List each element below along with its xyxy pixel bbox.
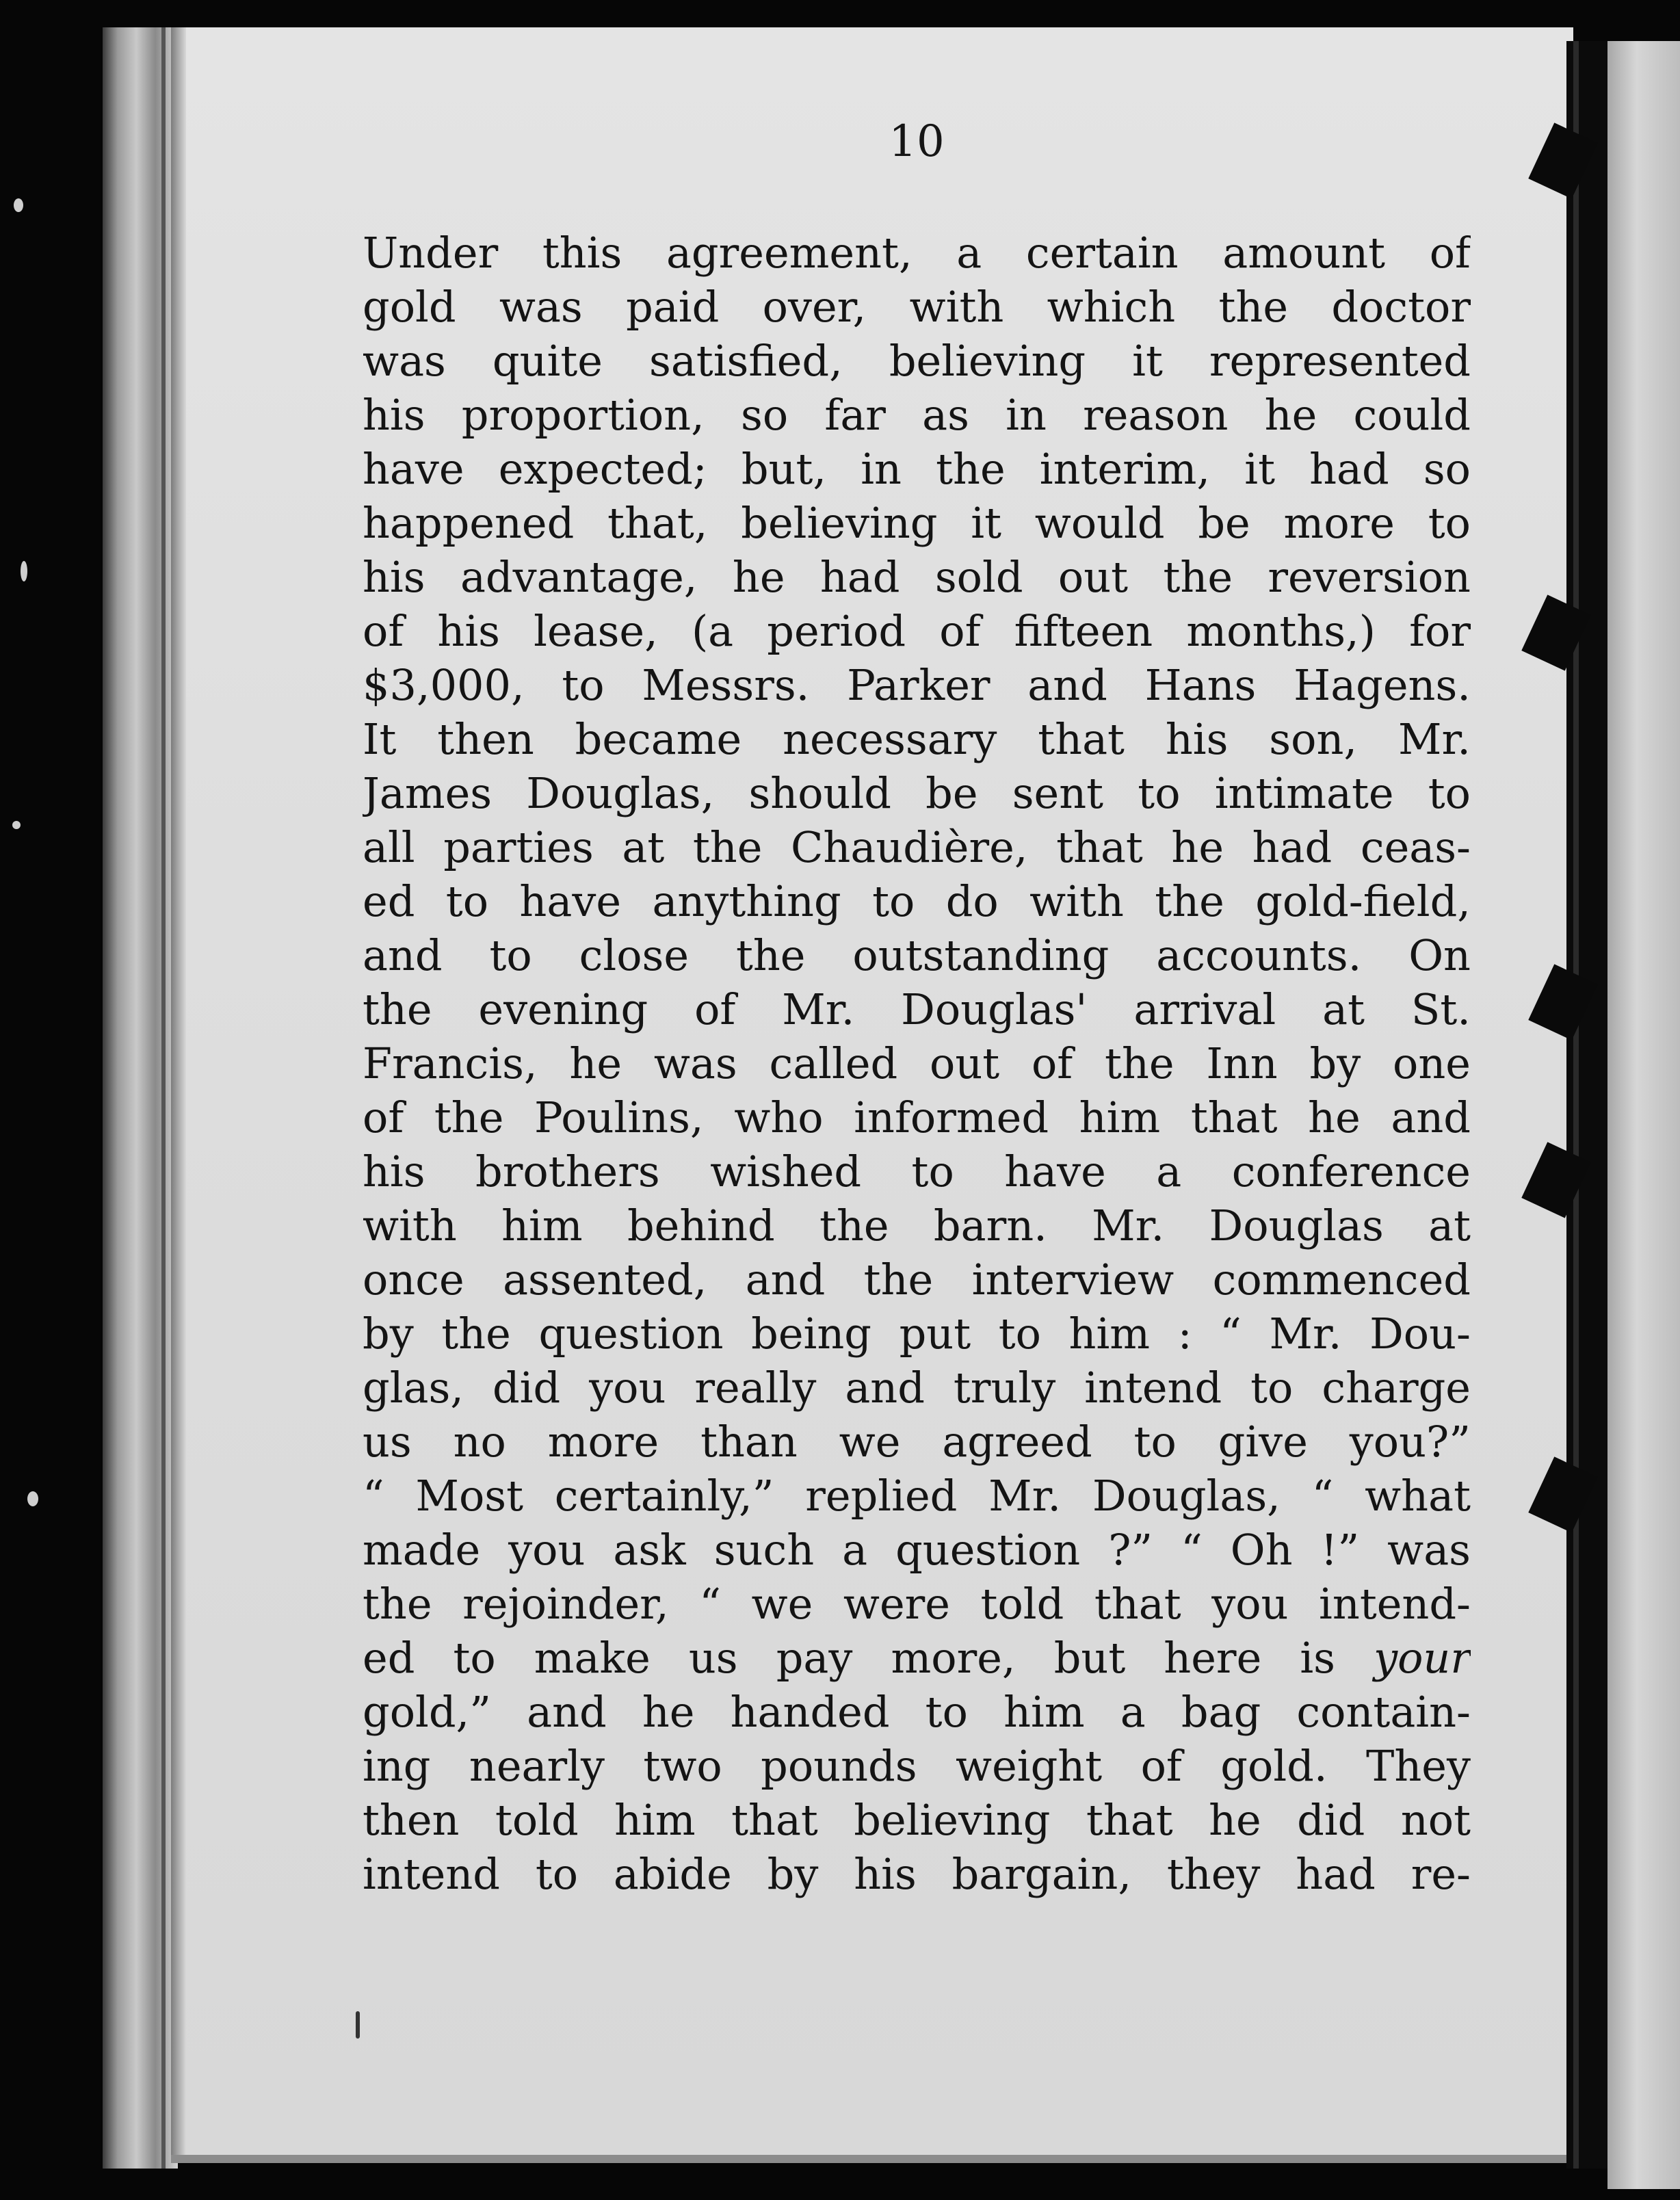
text-line: by the question being put to him : “ Mr. Dou- bbox=[363, 1309, 1471, 1359]
text-line: made you ask such a question ?” “ Oh !” was bbox=[363, 1525, 1471, 1575]
ink-mark bbox=[356, 2011, 360, 2039]
dust-speck bbox=[27, 1491, 38, 1506]
text-line: the rejoinder, “ we were told that you intend- bbox=[363, 1579, 1471, 1629]
dust-speck bbox=[12, 821, 21, 829]
dust-speck bbox=[21, 561, 27, 581]
text-line: with him behind the barn. Mr. Douglas at bbox=[363, 1201, 1471, 1250]
text-line: of the Poulins, who informed him that he and bbox=[363, 1092, 1471, 1142]
text-line: his advantage, he had sold out the reversion bbox=[363, 552, 1471, 602]
text-line: Under this agreement, a certain amount of bbox=[363, 228, 1471, 278]
binding-gutter bbox=[1566, 41, 1607, 2169]
torn-right-margin bbox=[1607, 41, 1680, 2189]
text-line: gold was paid over, with which the doctor bbox=[363, 282, 1471, 332]
italic-word: your bbox=[1374, 1633, 1471, 1683]
text-line: ing nearly two pounds weight of gold. They bbox=[363, 1741, 1471, 1791]
text-line: all parties at the Chaudière, that he had ceas- bbox=[363, 822, 1471, 872]
dust-speck bbox=[14, 198, 23, 212]
page-number: 10 bbox=[889, 116, 945, 167]
text-line: Francis, he was called out of the Inn by one bbox=[363, 1038, 1471, 1088]
text-line: ed to have anything to do with the gold-field, bbox=[363, 876, 1471, 926]
text-line: gold,” and he handed to him a bag contain- bbox=[363, 1687, 1471, 1737]
text-line bbox=[363, 1631, 1471, 1685]
page-stack-edge bbox=[103, 27, 178, 2169]
page-bottom-edge bbox=[171, 2155, 1573, 2163]
text-line: of his lease, (a period of fifteen months,) for bbox=[363, 606, 1471, 656]
text-line: “ Most certainly,” replied Mr. Douglas, “ what bbox=[363, 1471, 1471, 1521]
text-line: $3,000, to Messrs. Parker and Hans Hagens. bbox=[363, 660, 1471, 710]
text-line: have expected; but, in the interim, it had so bbox=[363, 444, 1471, 494]
text-line: It then became necessary that his son, Mr. bbox=[363, 714, 1471, 764]
text-line: James Douglas, should be sent to intimate to bbox=[363, 768, 1471, 818]
text-line: intend to abide by his bargain, they had re- bbox=[363, 1849, 1471, 1899]
text-line: then told him that believing that he did not bbox=[363, 1795, 1471, 1845]
text-line: and to close the outstanding accounts. On bbox=[363, 930, 1471, 980]
text-line: the evening of Mr. Douglas' arrival at St. bbox=[363, 984, 1471, 1034]
text-line: his brothers wished to have a conference bbox=[363, 1147, 1471, 1196]
text-line: his proportion, so far as in reason he could bbox=[363, 390, 1471, 440]
text-line: glas, did you really and truly intend to charge bbox=[363, 1363, 1471, 1413]
body-text bbox=[363, 226, 1471, 1901]
binding-line bbox=[1573, 41, 1579, 2169]
text-line: once assented, and the interview commenced bbox=[363, 1255, 1471, 1305]
text-line: was quite satisfied, believing it represented bbox=[363, 336, 1471, 386]
text-line-part: ed to make us pay more, but here is bbox=[363, 1633, 1374, 1683]
text-line: us no more than we agreed to give you?” bbox=[363, 1417, 1471, 1467]
text-line: happened that, believing it would be more to bbox=[363, 498, 1471, 548]
